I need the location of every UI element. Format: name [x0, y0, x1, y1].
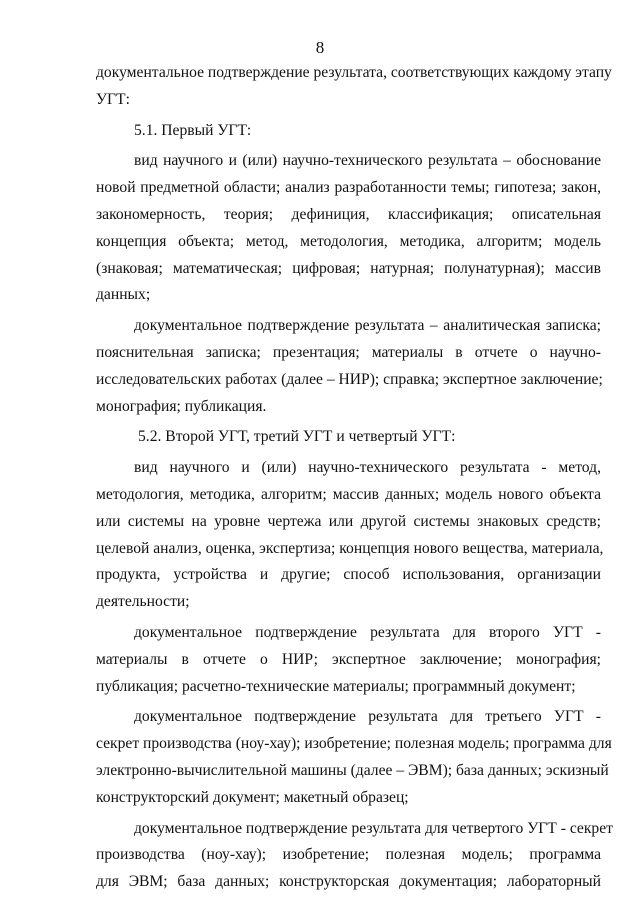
text-line: деятельности; [96, 593, 190, 611]
text-line: методология, методика, алгоритм; массив данных; модель нового объекта [96, 485, 601, 503]
text-line: вид научного и (или) научно-технического результата - метод, [134, 459, 601, 477]
text-line: целевой анализ, оценка, экспертиза; концепция нового вещества, материала, [96, 539, 604, 557]
paragraph-5-2-result [96, 455, 604, 616]
text-line: пояснительная записка; презентация; материалы в отчете о научно- [96, 343, 601, 361]
text-line: исследовательских работах (далее – НИР); справка; экспертное заключение; [96, 370, 603, 388]
text-line: документальное подтверждение результата – аналитическая записка; [134, 317, 601, 335]
page-number: 8 [315, 38, 325, 57]
intro-paragraph [96, 60, 612, 114]
text-line: электронно-вычислительной машины (далее – ЭВМ); база данных; эскизный [96, 761, 609, 779]
text-line: (знаковая; математическая; цифровая; натурная; полунатурная); массив [96, 259, 601, 277]
text-line: или системы на уровне чертежа или другой системы знаковых средств; [96, 512, 601, 530]
text-line: 5.1. Первый УГТ: [134, 121, 252, 139]
text-line: для ЭВМ; база данных; конструкторская документация; лабораторный [96, 873, 601, 891]
text-line: публикация; расчетно-технические материалы; программный документ; [96, 677, 576, 695]
paragraph-5-1-result [96, 148, 601, 309]
text-line: конструкторский документ; макетный образец; [96, 788, 409, 806]
text-line: производства (ноу-хау); изобретение; полезная модель; программа [96, 846, 601, 864]
paragraph-5-2-docs-third [96, 704, 612, 811]
text-line: документальное подтверждение результата для третьего УГТ - [134, 708, 601, 726]
text-line: закономерность, теория; дефиниция, классификация; описательная [96, 205, 601, 223]
text-line: новой предметной области; анализ разработанности темы; гипотеза; закон, [96, 179, 601, 197]
text-line: данных; [96, 286, 151, 304]
document-body [96, 60, 613, 896]
text-line: вид научного и (или) научно-технического результата – обоснование [134, 152, 601, 170]
paragraph-5-1-docs [96, 313, 601, 420]
text-line: материалы в отчете о НИР; экспертное заключение; монография; [96, 650, 601, 668]
paragraph-5-2-docs-second [96, 620, 601, 700]
text-line: продукта, устройства и другие; способ использования, организации [96, 566, 601, 584]
text-line: документальное подтверждение результата для второго УГТ - [134, 623, 601, 641]
text-line: УГТ: [96, 90, 130, 108]
text-line: документальное подтверждение результата, соответствующих каждому этапу [96, 64, 612, 81]
text-line: секрет производства (ноу-хау); изобретение; полезная модель; программа для [96, 735, 612, 753]
text-line: документальное подтверждение результата для четвертого УГТ - секрет [134, 819, 613, 837]
heading-5-2 [96, 424, 601, 451]
text-line: 5.2. Второй УГТ, третий УГТ и четвертый УГТ: [138, 428, 456, 446]
text-line: монография; публикация. [96, 397, 267, 415]
text-line: концепция объекта; метод, методология, методика, алгоритм; модель [96, 232, 601, 250]
paragraph-5-2-docs-fourth [96, 816, 613, 896]
heading-5-1 [96, 118, 601, 145]
